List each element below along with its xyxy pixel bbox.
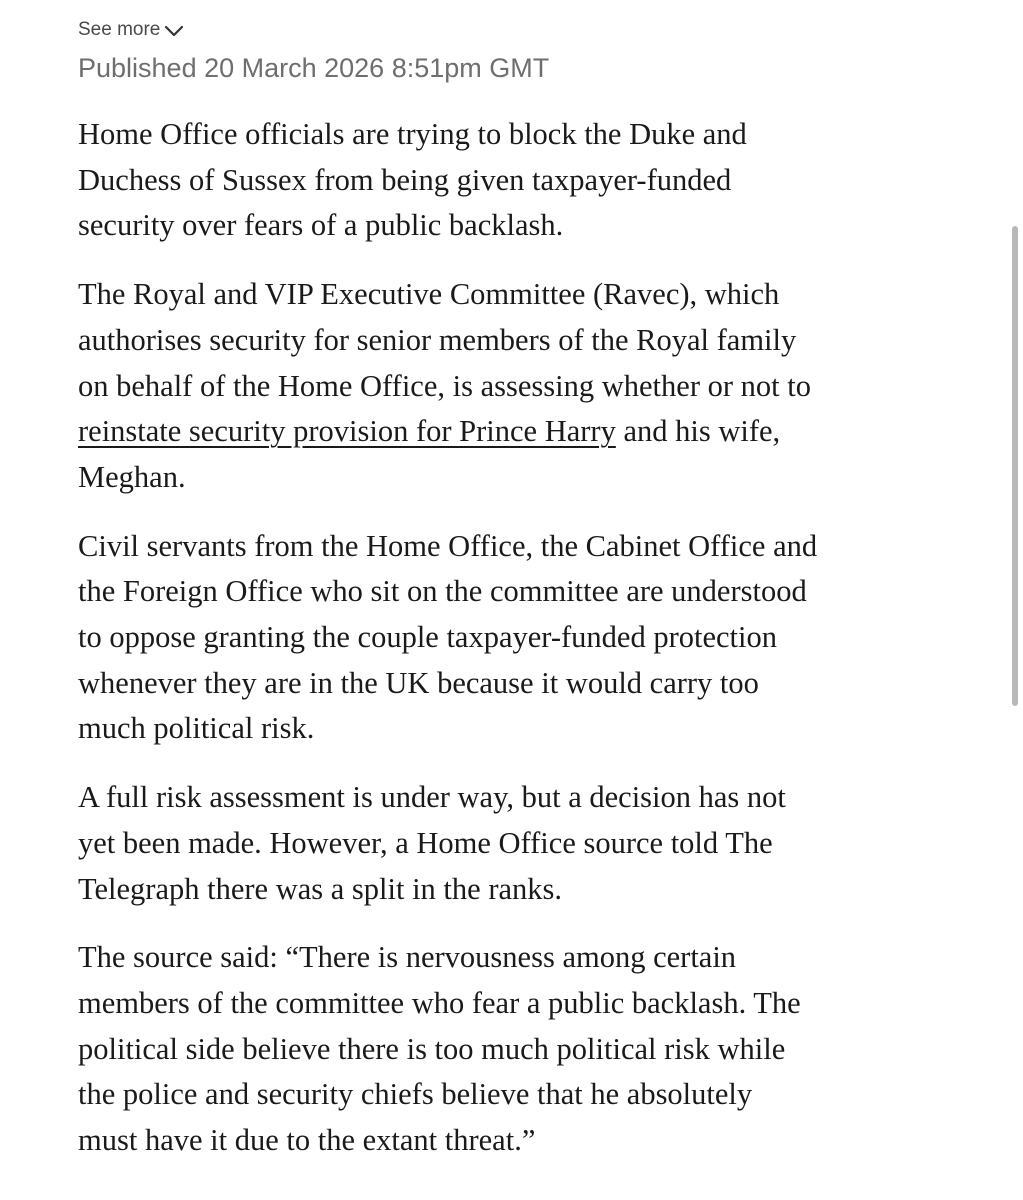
paragraph-line (78, 409, 978, 455)
paragraph-line: authorises security for senior members of the Royal family (78, 322, 797, 357)
paragraph-line: members of the committee who fear a public backlash. The (78, 985, 801, 1020)
published-timestamp: Published 20 March 2026 8:51pm GMT (78, 53, 550, 83)
paragraph-line: the police and security chiefs believe that he absolutely (78, 1077, 753, 1112)
chevron-down-icon (164, 24, 184, 38)
prince-harry-security-link[interactable]: reinstate security provision for Prince Harry (78, 414, 616, 449)
paragraph-3 (78, 524, 978, 753)
paragraph-line: Home Office officials are trying to block the Duke and (78, 117, 747, 151)
paragraph-line: A full risk assessment is under way, but a decision has not (78, 780, 786, 815)
paragraph-line: Telegraph there was a split in the ranks. (78, 871, 563, 906)
see-more-label: See more (78, 19, 161, 40)
paragraph-line: Civil servants from the Home Office, the Cabinet Office and (78, 528, 818, 563)
paragraph-line: security over fears of a public backlash. (78, 208, 564, 243)
paragraph-line: Meghan. (78, 459, 186, 494)
paragraph-line: The Royal and VIP Executive Committee (Ravec), which (78, 277, 780, 312)
paragraph-line: the Foreign Office who sit on the committee are understood (78, 574, 807, 609)
paragraph-line: political side believe there is too much political risk while (78, 1031, 786, 1066)
link-trailing-text: and his wife, (615, 414, 781, 449)
paragraph-5 (78, 935, 978, 1164)
paragraph-line: much political risk. (78, 711, 315, 746)
paragraph-4 (78, 775, 978, 912)
paragraph-line: to oppose granting the couple taxpayer-funded protection (78, 620, 777, 655)
paragraph-line: must have it due to the extant threat.” (78, 1123, 536, 1158)
vertical-scrollbar[interactable] (1012, 226, 1018, 706)
article-body (78, 112, 978, 1187)
paragraph-1 (78, 112, 978, 249)
paragraph-line: yet been made. However, a Home Office source told The (78, 825, 773, 860)
paragraph-line: on behalf of the Home Office, is assessing whether or not to (78, 368, 811, 403)
paragraph-line: The source said: “There is nervousness among certain (78, 940, 737, 975)
paragraph-line: Duchess of Sussex from being given taxpayer-funded (78, 162, 732, 197)
paragraph-2 (78, 272, 978, 501)
see-more-button[interactable] (78, 19, 184, 41)
paragraph-line: whenever they are in the UK because it would carry too (78, 665, 759, 700)
